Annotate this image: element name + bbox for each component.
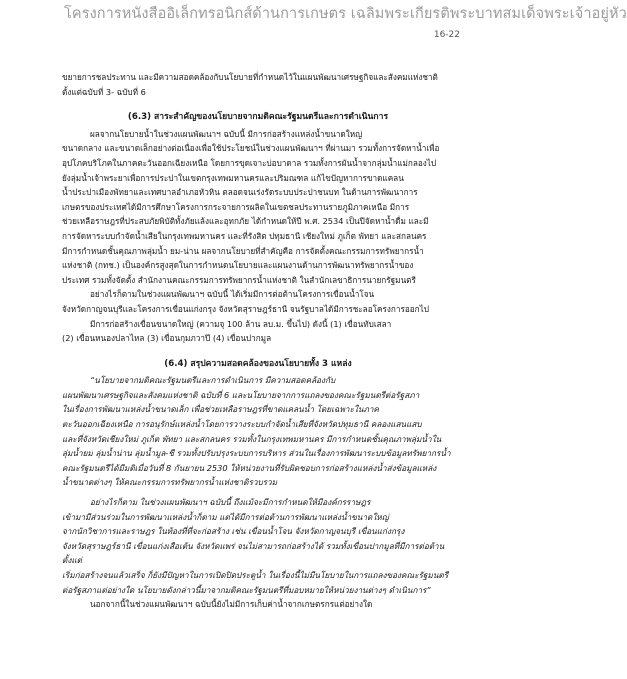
text-line: ผลจากนโยบายน้ำในช่วงแผนพัฒนาฯ ฉบับนี้ มีการก่อสร้างแหล่งน้ำขนาดใหญ่ bbox=[90, 128, 363, 139]
section-6-4-quote-paragraph-1 bbox=[62, 373, 454, 490]
section-heading-6-4: (6.4) สรุปความสอดคล้องของนโยบายทั้ง 3 แหล่ง bbox=[164, 358, 352, 369]
text-line: แผนพัฒนาเศรษฐกิจและสังคมแห่งชาติ ฉบับที่ 6 และนโยบายจากการแถลงของคณะรัฐมนตรีต่อรัฐสภา bbox=[62, 389, 420, 400]
text-line: มีการกำหนดชั้นคุณภาพลุ่มน้ำ ยม-น่าน ผลจากนโยบายที่สำคัญคือ การจัดตั้งคณะกรรมการทรัพยากรน้ำ bbox=[62, 245, 424, 256]
text-line: อย่างไรก็ตาม ในช่วงแผนพัฒนาฯ ฉบับนี้ ถึงแม้จะมีการกำหนดให้มีองค์กรราษฎร bbox=[90, 497, 371, 508]
text-line: จากนักวิชาการและราษฎร ในท้องที่ที่จะก่อสร้าง เช่น เขื่อนน้ำโจน จังหวัดกาญจนบุรี เขื่อนแก่งกรุง bbox=[62, 526, 405, 537]
text-line: เข้ามามีส่วนร่วมในการพัฒนาแหล่งน้ำก็ตาม แต่ได้มีการต่อต้านการพัฒนาแหล่งน้ำขนาดใหญ่ bbox=[62, 511, 389, 522]
text-line: จังหวัดสุราษฎร์ธานี เขื่อนแก่งเสือเต้น จังหวัดแพร่ จนไม่สามารถก่อสร้างได้ รวมทั้งเขื่อนปากมูลที่มีการต่อต้านตั้งแต่ bbox=[62, 540, 445, 566]
text-line: ในเรื่องการพัฒนาแหล่งน้ำขนาดเล็ก เพื่อช่วยเหลือราษฎรที่ขาดแคลนน้ำ โดยเฉพาะในภาค bbox=[62, 404, 379, 415]
text-line: ลุ่มน้ำยม ลุ่มน้ำน่าน ลุ่มน้ำมูล-ชี รวมทั้งปรับปรุงระบบการบริหาร ส่วนในเรื่องการพัฒนาระบบข้อมูลทรัพยากรน้ำ bbox=[62, 448, 451, 459]
text-line: และที่จังหวัดเชียงใหม่ ภูเก็ต พัทยา และสกลนคร รวมทั้งในกรุงเทพมหานคร มีการกำหนดชั้นคุณภาพลุ่มน้ำใน bbox=[62, 433, 442, 444]
text-line: จังหวัดกาญจนบุรีและโครงการเขื่อนแก่งกรุง จังหวัดสุราษฎร์ธานี จนรัฐบาลได้มีการชะลอโครงการออกไป bbox=[62, 303, 429, 314]
page-number: 16-22 bbox=[433, 30, 460, 40]
text-line: ต่อรัฐสภาแต่อย่างใด นโยบายดังกล่าวนี้มาจากมติคณะรัฐมนตรีที่มอบหมายให้หน่วยงานต่างๆ ดำเนินการ” bbox=[62, 584, 431, 595]
text-line: ตั้งแต่ฉบับที่ 3- ฉบับที่ 6 bbox=[62, 86, 146, 97]
section-6-3-paragraph-2 bbox=[62, 287, 454, 345]
section-6-3-paragraph-1 bbox=[62, 127, 454, 288]
text-line: ตะวันออกเฉียงเหนือ การอนุรักษ์แหล่งน้ำโดยการวางระบบกำจัดน้ำเสียที่จังหวัดปทุมธานี คลองแสนแสบ bbox=[62, 419, 422, 430]
intro-paragraph bbox=[62, 70, 454, 99]
text-line: ขยายการชลประทาน และมีความสอดคล้องกับนโยบายที่กำหนดไว้ในแผนพัฒนาเศรษฐกิจและสังคมแห่งชาติ bbox=[62, 72, 438, 82]
text-line: อุปโภคบริโภคในภาคตะวันออกเฉียงเหนือ โดยการขุดเจาะบ่อบาดาล รวมทั้งการผันน้ำจากลุ่มน้ำแม่กลองไป bbox=[62, 157, 437, 168]
text-line: อย่างไรก็ตามในช่วงแผนพัฒนาฯ ฉบับนี้ ได้เริ่มมีการต่อต้านโครงการเขื่อนน้ำโจน bbox=[90, 289, 375, 300]
page-body bbox=[62, 70, 454, 612]
text-line: น้ำขนาดต่างๆ ให้คณะกรรมการทรัพยากรน้ำแห่งชาติรวบรวม bbox=[62, 477, 278, 488]
section-6-4-paragraph-3 bbox=[62, 597, 454, 612]
text-line: “นโยบายจากมติคณะรัฐมนตรีและการดำเนินการ มีความสอดคล้องกับ bbox=[90, 375, 336, 386]
text-line: เริ่มก่อสร้างจนแล้วเสร็จ ก็ยังมีปัญหาในการเปิดปิดประตูน้ำ ในเรื่องนี้ไม่มีนโยบายในการแถลงของคณะรัฐมนตรี bbox=[62, 570, 449, 580]
text-line: ช่วยเหลือราษฎรที่ประสบภัยพิบัติทั้งภัยแล้งและอุทกภัย ได้กำหนดให้ปี พ.ศ. 2534 เป็นปีจัดหาน้ำดื่ม และมี bbox=[62, 216, 429, 227]
text-line: นอกจากนี้ในช่วงแผนพัฒนาฯ ฉบับนี้ยังไม่มีการเก็บค่าน้ำจากเกษตรกรแต่อย่างใด bbox=[90, 599, 373, 610]
text-line: ประเทศ รวมทั้งจัดตั้ง สำนักงานคณะกรรมการทรัพยากรน้ำแห่งชาติ ในสำนักเลขาธิการนายกรัฐมนตรี bbox=[62, 274, 416, 285]
section-6-4-quote-paragraph-2 bbox=[62, 495, 454, 597]
text-line: แห่งชาติ (กทช.) เป็นองค์กรสูงสุดในการกำหนดนโยบายและแผนงานด้านการพัฒนาทรัพยากรน้ำของ bbox=[62, 260, 414, 271]
text-line: ขนาดกลาง และขนาดเล็กอย่างต่อเนื่องเพื่อใช้ประโยชน์ในช่วงแผนพัฒนาฯ ที่ผ่านมา รวมทั้งการจัดหาน้ำเพื่อ bbox=[62, 143, 440, 154]
text-line: ยังลุ่มน้ำเจ้าพระยาเพื่อการประปาในเขตกรุงเทพมหานครและปริมณฑล แก้ไขปัญหาการขาดแคลน bbox=[62, 172, 404, 183]
text-line: เกษตรของประเทศได้มีการศึกษาโครงการกระจายการผลิตในเขตชลประทานรายภูมิภาคเหนือ มีการ bbox=[62, 201, 410, 212]
text-line: การจัดหาระบบกำจัดน้ำเสียในกรุงเทพมหานคร และที่รังสิต ปทุมธานี เชียงใหม่ ภูเก็ต พัทยา และสกลนคร bbox=[62, 230, 427, 241]
text-line: น้ำประปาเมืองพัทยาและเทศบาลอำเภอหัวหิน ตลอดจนเร่งรัดระบบประปาชนบท ในด้านการพัฒนาการ bbox=[62, 187, 418, 198]
text-line: (2) เขื่อนหนองปลาไหล (3) เขื่อนกุมภวาปี (4) เขื่อนปากมูล bbox=[62, 333, 272, 344]
section-heading-6-3: (6.3) สาระสำคัญของนโยบายจากมติคณะรัฐมนตรีและการดำเนินการ bbox=[127, 112, 389, 123]
text-line: มีการก่อสร้างเขื่อนขนาดใหญ่ (ความจุ 100 ล้าน ลบ.ม. ขึ้นไป) ดังนี้ (1) เขื่อนทับเสลา bbox=[90, 318, 392, 329]
running-header-title: โครงการหนังสืออิเล็กทรอนิกส์ด้านการเกษตร เฉลิมพระเกียรติพระบาทสมเด็จพระเจ้าอยู่หัว bbox=[64, 6, 627, 22]
text-line: คณะรัฐมนตรีได้มีมติเมื่อวันที่ 8 กันยายน 2530 ให้หน่วยงานที่รับผิดชอบการก่อสร้างแหล่งน้ำส่งข้อมูลแหล่ง bbox=[62, 462, 437, 473]
